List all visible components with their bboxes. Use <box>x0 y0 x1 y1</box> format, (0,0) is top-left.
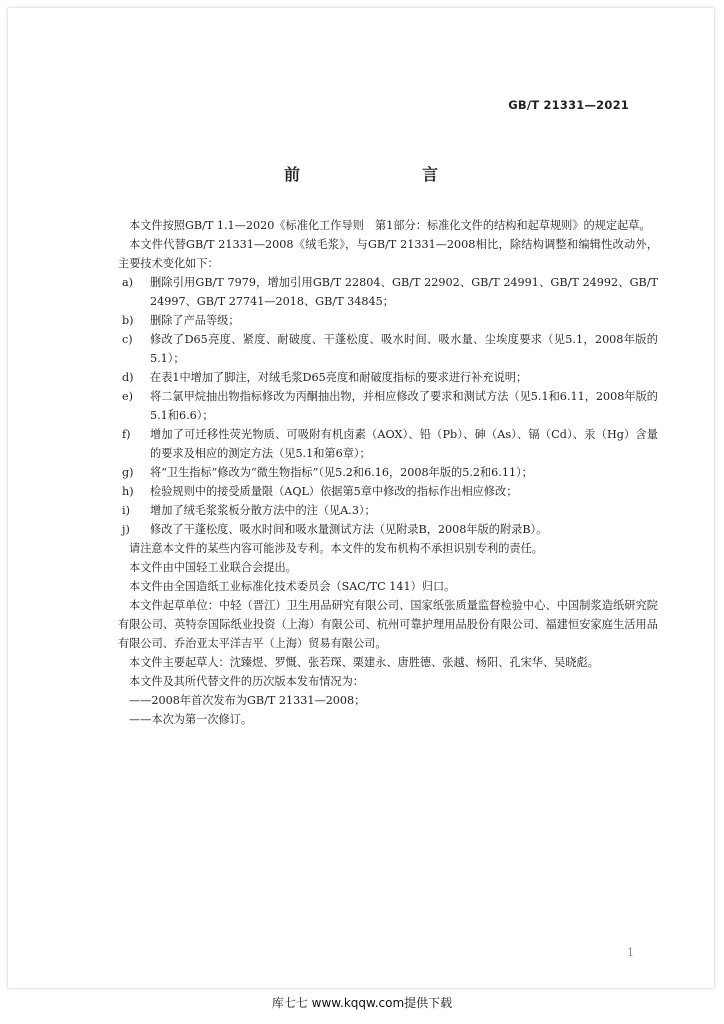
list-marker: h) <box>122 485 134 498</box>
proposer-note: 本文件由中国轻工业联合会提出。 <box>129 561 297 574</box>
list-item-text: 删除引用GB/T 7979，增加引用GB/T 22804、GB/T 22902、GB/T 24991、GB/T 24992、GB/T 24997、GB/T 27741—2018、GB/T 34845； <box>150 276 658 308</box>
list-item-text: 检验规则中的接受质量限（AQL）依据第5章中修改的指标作出相应修改； <box>150 485 518 498</box>
drafting-units: 本文件起草单位：中轻（晋江）卫生用品研究有限公司、国家纸张质量监督检验中心、中国制浆造纸研究院有限公司、英特奈国际纸业投资（上海）有限公司、杭州可靠护理用品股份有限公司、福建恒安家庭生活用品有限公司、乔治亚太平洋吉平（上海）贸易有限公司。 <box>118 599 658 650</box>
history-item: ——2008年首次发布为GB/T 21331—2008； <box>129 694 366 707</box>
list-item <box>118 368 658 387</box>
page-number: 1 <box>627 946 634 959</box>
list-item-text: 修改了干蓬松度、吸水时间和吸水量测试方法（见附录B，2008年版的附录B）。 <box>150 523 548 536</box>
list-marker: c) <box>122 333 133 346</box>
list-marker: i) <box>122 504 130 517</box>
download-footer: 库七七 www.kqqw.com提供下载 <box>271 996 453 1010</box>
changes-list <box>118 273 658 539</box>
list-item <box>118 425 658 463</box>
list-item <box>118 330 658 368</box>
list-item <box>118 273 658 311</box>
drafters: 本文件主要起草人：沈臻煜、罗慨、张若琛、栗建永、唐胜德、张越、杨阳、孔宋华、吴晓彪。 <box>129 656 599 669</box>
intro-paragraph: 本文件代替GB/T 21331—2008《绒毛浆》，与GB/T 21331—2008相比，除结构调整和编辑性改动外，主要技术变化如下： <box>118 238 658 270</box>
standard-number: GB/T 21331—2021 <box>508 98 629 112</box>
list-item <box>118 501 658 520</box>
committee-note: 本文件由全国造纸工业标准化技术委员会（SAC/TC 141）归口。 <box>129 580 456 593</box>
list-item <box>118 387 658 425</box>
document-page <box>8 8 714 988</box>
intro-paragraph: 本文件按照GB/T 1.1—2020《标准化工作导则 第1部分：标准化文件的结构和起草规则》的规定起草。 <box>129 219 651 232</box>
document-body <box>118 216 658 729</box>
list-item <box>118 482 658 501</box>
list-item <box>118 311 658 330</box>
list-item <box>118 520 658 539</box>
list-item-text: 增加了可迁移性荧光物质、可吸附有机卤素（AOX）、铅（Pb）、砷（As）、镉（Cd）、汞（Hg）含量的要求及相应的测定方法（见5.1和第6章）； <box>150 428 658 460</box>
list-marker: b) <box>122 314 134 327</box>
list-item-text: 增加了绒毛浆浆板分散方法中的注（见A.3）； <box>150 504 376 517</box>
history-item: ——本次为第一次修订。 <box>129 713 253 726</box>
list-marker: j) <box>122 523 130 536</box>
list-marker: d) <box>122 371 134 384</box>
list-marker: a) <box>122 276 134 289</box>
list-item-text: 将“卫生指标”修改为“微生物指标”（见5.2和6.16，2008年版的5.2和6.11）； <box>150 466 533 479</box>
list-item-text: 修改了D65亮度、紧度、耐破度、干蓬松度、吸水时间、吸水量、尘埃度要求（见5.1，2008年版的5.1）； <box>150 333 658 365</box>
list-item <box>118 463 658 482</box>
patent-note: 请注意本文件的某些内容可能涉及专利。本文件的发布机构不承担识别专利的责任。 <box>129 542 543 555</box>
page-title: 前 言 <box>283 165 468 184</box>
list-item-text: 将二氯甲烷抽出物指标修改为丙酮抽出物，并相应修改了要求和测试方法（见5.1和6.11，2008年版的5.1和6.6）； <box>150 390 658 422</box>
list-marker: e) <box>122 390 133 403</box>
list-item-text: 在表1中增加了脚注，对绒毛浆D65亮度和耐破度指标的要求进行补充说明； <box>150 371 528 384</box>
list-marker: g) <box>122 466 134 479</box>
history-intro: 本文件及其所代替文件的历次版本发布情况为： <box>129 675 364 688</box>
list-item-text: 删除了产品等级； <box>150 314 240 327</box>
list-marker: f) <box>122 428 131 441</box>
